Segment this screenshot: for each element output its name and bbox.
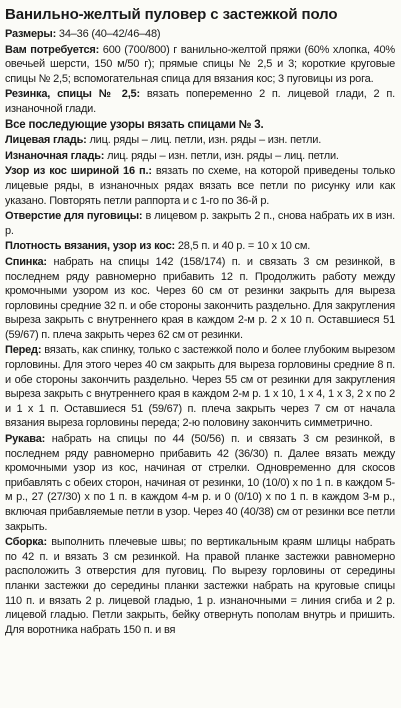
back-paragraph (5, 255, 395, 343)
stockinette-paragraph (5, 133, 395, 148)
page-title: Ванильно-желтый пуловер с застежкой поло (5, 6, 338, 23)
cable-pattern-text: вязать по схеме, на которой приведены только лицевые ряды, в изнаночных рядах вязать все петли по рисунку или как указано. Повторять петли раппорта и с 1-го по 36-й р. (5, 165, 395, 207)
assembly-text: выполнить плечевые швы; по вертикальным краям шлицы набрать по 42 п. и вязать 3 см резинкой. На правой планке застежки равномерно расположить 3 отверстия для пуговиц. По вырезу горловины от середины планки застежки до середины планки застежки набрать на круговые спицы 110 п. и вязать 2 р. лицевой гладью, 1 р. изнаночными = линия сгиба и 2 р. лицевой гладью. Петли закрыть, бейку отвернуть пополам внутрь и пришить. Для воротника набрать 150 п. и вя (5, 536, 395, 636)
cable-pattern-paragraph (5, 164, 395, 208)
materials-text: 600 (700/800) г ванильно-желтой пряжи (60% хлопка, 40% овечьей шерсти, 150 м/50 г); прямые спицы № 2,5 и 3; короткие круговые спицы № 2,5; вспомогательная спица для вязания кос; 3 пуговицы из рога. (5, 43, 395, 85)
rib-paragraph (5, 87, 395, 116)
buttonhole-text: в лицевом р. закрыть 2 п., снова набрать их в изн. р. (5, 210, 395, 237)
materials-paragraph (5, 43, 395, 87)
reverse-stockinette-heading: Изнаночная гладь: (5, 149, 105, 162)
reverse-stockinette-paragraph (5, 149, 395, 164)
sizes-text: 34–36 (40–42/46–48) (56, 28, 161, 40)
sizes-paragraph (5, 27, 395, 42)
stockinette-heading: Лицевая гладь: (5, 134, 87, 147)
rib-heading: Резинка, спицы № 2,5: (5, 88, 140, 101)
needles-note-heading: Все последующие узоры вязать спицами № 3. (5, 118, 264, 131)
sizes-heading: Размеры: (5, 28, 57, 40)
needles-note (5, 118, 395, 133)
assembly-paragraph (5, 535, 395, 637)
back-heading: Спинка: (5, 255, 47, 268)
buttonhole-heading: Отверстие для пуговицы: (5, 210, 143, 223)
front-heading: Перед: (5, 344, 42, 357)
cable-pattern-heading: Узор из кос шириной 16 п.: (5, 165, 152, 178)
sleeves-heading: Рукава: (5, 433, 46, 446)
gauge-text: 28,5 п. и 40 р. = 10 х 10 см. (175, 240, 311, 253)
stockinette-text: лиц. ряды – лиц. петли, изн. ряды – изн. петли. (86, 134, 322, 147)
reverse-stockinette-text: лиц. ряды – изн. петли, изн. ряды – лиц. петли. (104, 149, 339, 162)
sleeves-paragraph (5, 432, 395, 534)
assembly-heading: Сборка: (5, 536, 47, 549)
front-paragraph (5, 343, 395, 431)
front-text: вязать, как спинку, только с застежкой поло и более глубоким вырезом горловины. Для этого через 40 см закрыть для выреза горловины средние 8 п. и обе стороны закончить раздельно. Через 55 см от резинки для закругления выреза закрыть с внутреннего края в каждом 2-м р. 1 х 10, 1 х 4, 1 х 3, 2 х по 2 и 1 х 1 п. Оставшиеся 51 (59/67) п. плеча закрыть через 7 см от начала вязания выреза горловины переда; 2-ю половину закончить симметрично. (5, 344, 395, 430)
materials-heading: Вам потребуется: (5, 43, 100, 56)
sleeves-text: набрать на спицы по 44 (50/56) п. и связать 3 см резинкой, в последнем ряду равномерно прибавить 42 (36/30) п. Далее вязать между кромочными узор из кос, начиная от стрелки. Одновременно для скосов прибавлять с обеих сторон, начиная от резинки, 10 (10/0) х по 1 п. в каждом 5-м р., 27 (27/30) х по 1 п. в каждом 4-м р. и 0 (0/10) х по 1 п. в каждом 3-м р., включая прибавляемые петли в узор. Через 40 (40/38) см от резинки все петли закрыть. (5, 433, 395, 533)
back-text: набрать на спицы 142 (158/174) п. и связать 3 см резинкой, в последнем ряду равномерно прибавить 12 п. Продолжить работу между кромочными узором из кос. Через 60 см от резинки закрыть для выреза горловины средние 32 п. и обе стороны закончить раздельно. Для закругления выреза закрыть с внутреннего края в каждом 2-м р. 2 х 10 п. Оставшиеся 51 (59/67) п. плеча закрыть через 62 см от резинки. (5, 255, 396, 341)
gauge-paragraph (5, 239, 395, 254)
gauge-heading: Плотность вязания, узор из кос: (5, 240, 175, 253)
rib-text: вязать попеременно 2 п. лицевой глади, 2 п. изнаночной глади. (5, 88, 396, 115)
buttonhole-paragraph (5, 209, 395, 238)
